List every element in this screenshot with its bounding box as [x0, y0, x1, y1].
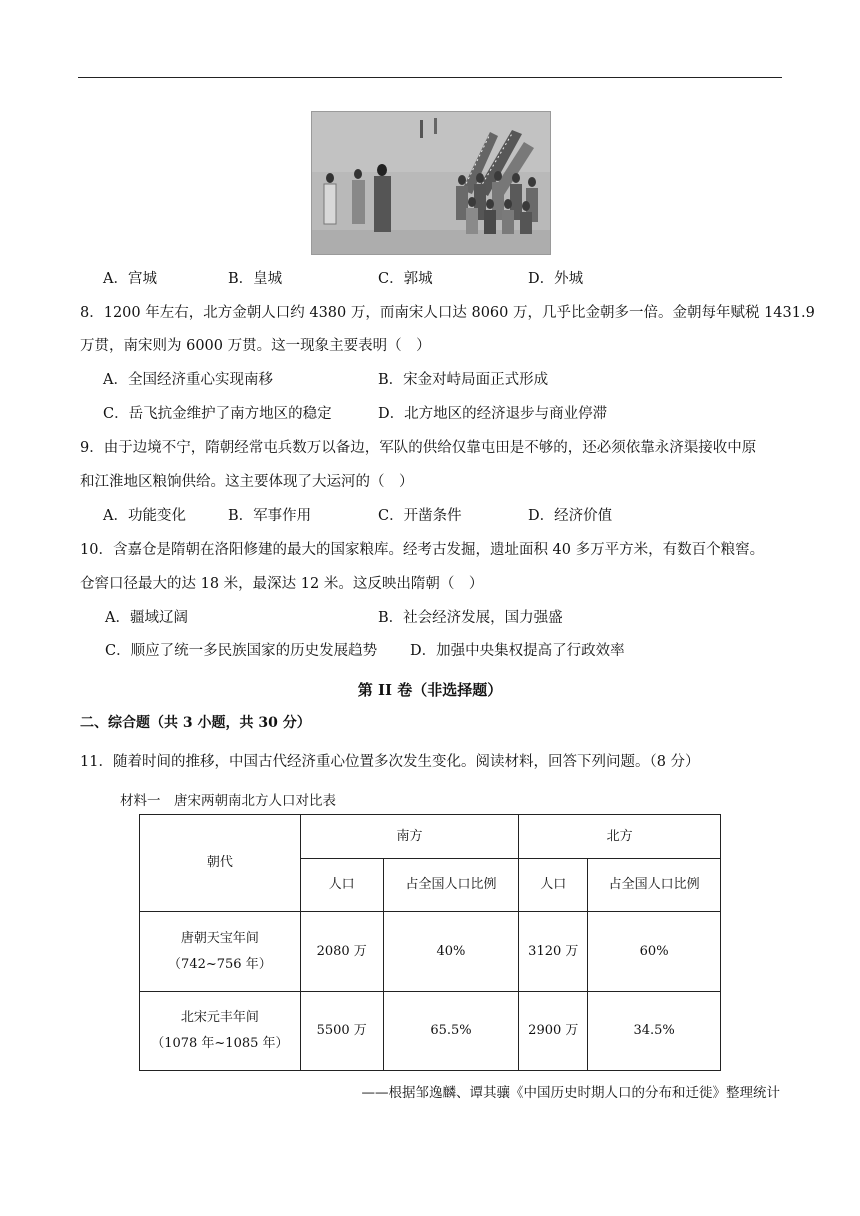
- dynasty-name: 唐朝天宝年间: [180, 930, 259, 946]
- south-pop-cell: 2080 万: [300, 912, 383, 992]
- header-north-ratio: 占全国人口比例: [588, 859, 721, 912]
- q8-option-a: A．全国经济重心实现南移: [103, 372, 273, 388]
- section-heading: 二、综合题（共 3 小题，共 30 分）: [80, 715, 311, 731]
- dynasty-cell: [140, 912, 301, 992]
- q10-option-c: C．顺应了统一多民族国家的历史发展趋势: [105, 643, 378, 659]
- painting-illustration: [312, 112, 550, 254]
- q8-stem-line1: 8．1200 年左右，北方金朝人口约 4380 万，而南宋人口达 8060 万，几乎比金朝多一倍。金朝每年赋税 1431.9: [80, 305, 815, 321]
- q8-option-d: D．北方地区的经济退步与商业停滞: [378, 406, 608, 422]
- dynasty-cell: [140, 992, 301, 1071]
- header-south-ratio: 占全国人口比例: [383, 859, 519, 912]
- q7-option-b: B．皇城: [228, 271, 283, 287]
- section-title: 第 II 卷（非选择题）: [357, 681, 503, 699]
- dynasty-name: 北宋元丰年间: [180, 1010, 259, 1025]
- header-dynasty: 朝代: [140, 815, 301, 912]
- population-table: [139, 814, 721, 1071]
- q10-option-b: B．社会经济发展，国力强盛: [378, 610, 563, 626]
- header-north: 北方: [519, 815, 721, 859]
- q8-option-b: B．宋金对峙局面正式形成: [378, 372, 549, 388]
- table-row: [140, 912, 721, 992]
- q9-stem-line2: 和江淮地区粮饷供给。这主要体现了大运河的（ ）: [80, 474, 414, 490]
- q10-stem-line2: 仓窖口径最大的达 18 米，最深达 12 米。这反映出隋朝（ ）: [80, 576, 484, 592]
- q8-option-c: C．岳飞抗金维护了南方地区的稳定: [103, 406, 332, 422]
- header-rule: [78, 77, 782, 78]
- dynasty-years: （1078 年~1085 年）: [151, 1036, 289, 1051]
- q7-option-d: D．外城: [528, 271, 584, 287]
- q7-option-c: C．郭城: [378, 271, 433, 287]
- north-ratio-cell: 60%: [588, 912, 721, 992]
- south-ratio-cell: 40%: [383, 912, 519, 992]
- q9-option-d: D．经济价值: [528, 508, 613, 524]
- header-south-pop: 人口: [300, 859, 383, 912]
- q10-stem-line1: 10．含嘉仓是隋朝在洛阳修建的最大的国家粮库。经考古发掘，遗址面积 40 多万平方米，有数百个粮窖。: [80, 542, 765, 558]
- q9-stem-line1: 9．由于边境不宁，隋朝经常屯兵数万以备边，军队的供给仅靠屯田是不够的，还必须依靠永济渠接收中原: [80, 440, 757, 456]
- q9-option-b: B．军事作用: [228, 508, 312, 524]
- painting-image: [311, 111, 551, 255]
- table-row: [140, 992, 721, 1071]
- south-pop-cell: 5500 万: [300, 992, 383, 1071]
- table-source: ——根据邹逸麟、谭其骧《中国历史时期人口的分布和迁徙》整理统计: [361, 1085, 780, 1101]
- header-north-pop: 人口: [519, 859, 588, 912]
- header-south: 南方: [300, 815, 519, 859]
- q8-stem-line2: 万贯，南宋则为 6000 万贯。这一现象主要表明（ ）: [80, 338, 431, 354]
- q10-option-d: D．加强中央集权提高了行政效率: [410, 643, 625, 659]
- material-title: 材料一 唐宋两朝南北方人口对比表: [120, 793, 336, 809]
- q11-stem: 11．随着时间的推移，中国古代经济重心位置多次发生变化。阅读材料，回答下列问题。（8 分）: [80, 754, 700, 770]
- q10-option-a: A．疆域辽阔: [105, 610, 188, 626]
- north-ratio-cell: 34.5%: [588, 992, 721, 1071]
- dynasty-years: （742~756 年）: [168, 956, 272, 972]
- north-pop-cell: 2900 万: [519, 992, 588, 1071]
- north-pop-cell: 3120 万: [519, 912, 588, 992]
- q9-option-a: A．功能变化: [103, 508, 186, 524]
- south-ratio-cell: 65.5%: [383, 992, 519, 1071]
- q7-option-a: A．宫城: [103, 271, 157, 287]
- q9-option-c: C．开凿条件: [378, 508, 462, 524]
